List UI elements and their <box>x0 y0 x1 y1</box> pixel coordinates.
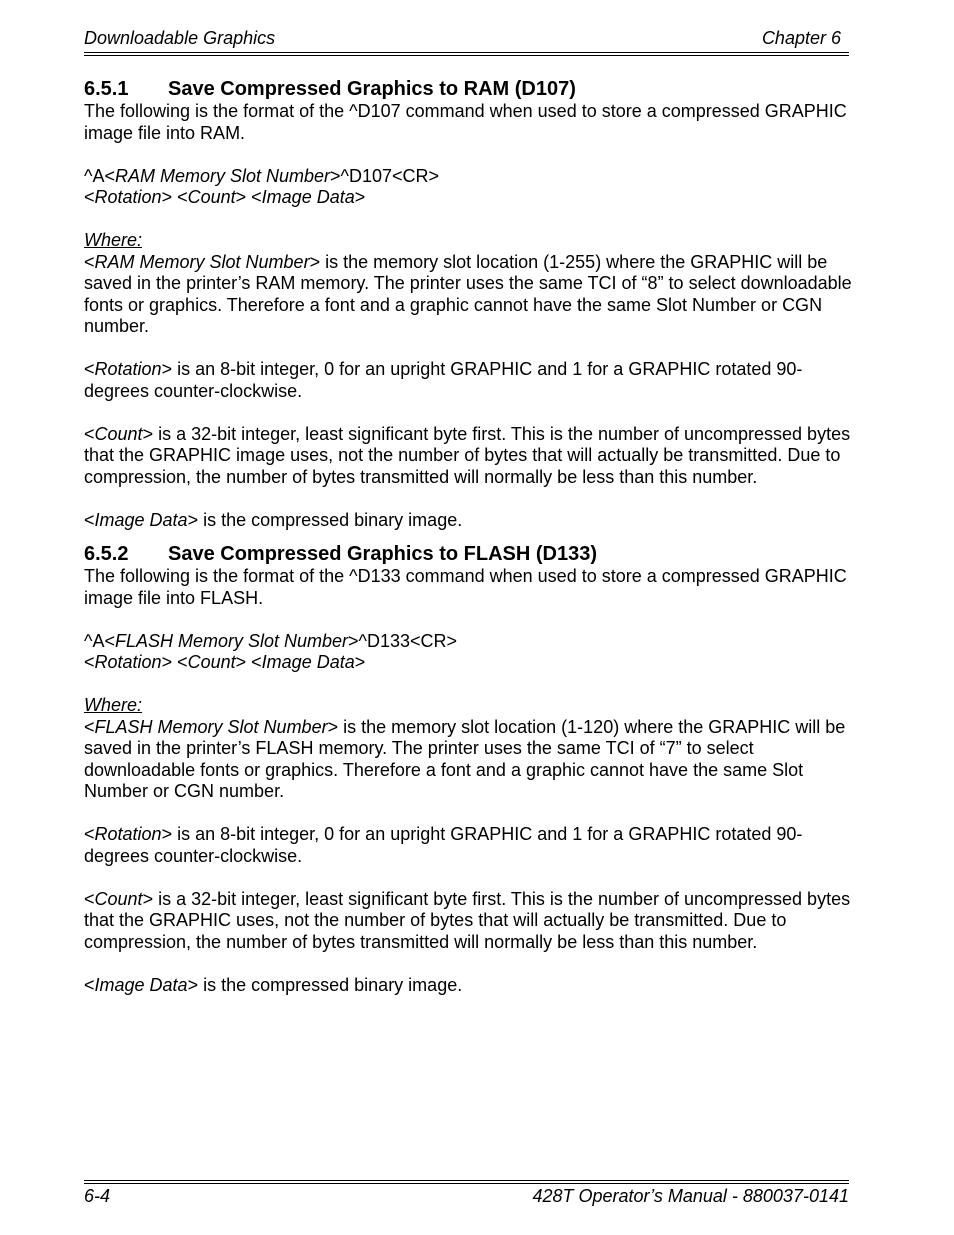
section-number: 6.5.2 <box>84 543 129 565</box>
header-section-title: Downloadable Graphics <box>84 28 276 48</box>
manual-title: 428T Operator’s Manual - 880037-0141 <box>532 1186 849 1206</box>
param-slot: <FLASH Memory Slot Number> is the memory slot location (1-120) where the GRAPHIC will be saved in the printer’s FLASH memory. The printer uses the same TCI of “7” to select downloadable fonts or graphics. Therefore a font and a graphic cannot have the same Slot Number or CGN number. <box>84 716 846 801</box>
param-rotation: <Rotation> is an 8-bit integer, 0 for an upright GRAPHIC and 1 for a GRAPHIC rotated 90-degrees counter-clockwise. <box>84 824 803 866</box>
section-intro: The following is the format of the ^D133 command when used to store a compressed GRAPHIC image file into FLASH. <box>84 566 847 608</box>
param-term: Count <box>94 423 143 444</box>
param-rotation: <Rotation> is an 8-bit integer, 0 for an upright GRAPHIC and 1 for a GRAPHIC rotated 90-degrees counter-clockwise. <box>84 359 803 401</box>
section-title: Save Compressed Graphics to FLASH (D133) <box>168 543 598 565</box>
param-term: Count <box>94 888 143 909</box>
param-count: <Count> is a 32-bit integer, least significant byte first. This is the number of uncompressed bytes that the GRAPHIC uses, not the number of bytes that will actually be transmitted. Due to compression, the number of bytes transmitted will normally be less than this number. <box>84 888 851 952</box>
format-suffix: >^D133<CR> <box>348 630 458 651</box>
command-format: ^A<RAM Memory Slot Number>^D107<CR> <Rotation> <Count> <Image Data> <box>84 165 440 207</box>
where-label: Where: <box>84 230 143 250</box>
param-term: RAM Memory Slot Number <box>94 251 310 272</box>
param-desc: > is an 8-bit integer, 0 for an upright GRAPHIC and 1 for a GRAPHIC rotated 90-degrees counter-clockwise. <box>84 359 803 401</box>
format-prefix: ^A< <box>84 630 115 651</box>
param-slot: <RAM Memory Slot Number> is the memory slot location (1-255) where the GRAPHIC will be saved in the printer’s RAM memory. The printer uses the same TCI of “8” to select downloadable fonts or graphics. Therefore a font and a graphic cannot have the same Slot Number or CGN number. <box>84 251 852 336</box>
header-chapter: Chapter 6 <box>761 28 841 48</box>
format-image-data: Image Data <box>261 652 355 672</box>
format-count: Count <box>187 652 236 672</box>
command-format: ^A<FLASH Memory Slot Number>^D133<CR> <Rotation> <Count> <Image Data> <box>84 630 458 672</box>
param-desc: > is a 32-bit integer, least significant byte first. This is the number of uncompressed bytes that the GRAPHIC uses, not the number of bytes that will actually be transmitted. Due to compression, the number of bytes transmitted will normally be less than this number. <box>84 888 851 952</box>
param-term: Image Data <box>94 509 188 530</box>
format-rotation: Rotation <box>94 187 162 207</box>
param-desc: > is the memory slot location (1-255) where the GRAPHIC will be saved in the printer’s RAM memory. The printer uses the same TCI of “8” to select downloadable fonts or graphics. Therefore a font and a graphic cannot have the same Slot Number or CGN number. <box>84 251 852 336</box>
section-number: 6.5.1 <box>84 78 129 100</box>
format-prefix: ^A< <box>84 165 115 186</box>
param-desc: > is the compressed binary image. <box>187 974 463 995</box>
section-heading-6-5-1 <box>84 78 854 101</box>
format-rotation: Rotation <box>94 652 162 672</box>
page-number: 6-4 <box>84 1186 111 1206</box>
param-desc: > is the memory slot location (1-120) where the GRAPHIC will be saved in the printer’s FLASH memory. The printer uses the same TCI of “7” to select downloadable fonts or graphics. Therefore a font and a graphic cannot have the same Slot Number or CGN number. <box>84 716 846 801</box>
param-image-data: <Image Data> is the compressed binary image. <box>84 974 463 995</box>
section-intro: The following is the format of the ^D107 command when used to store a compressed GRAPHIC image file into RAM. <box>84 101 847 143</box>
param-desc: > is the compressed binary image. <box>187 509 463 530</box>
format-image-data: Image Data <box>261 187 355 207</box>
param-count: <Count> is a 32-bit integer, least significant byte first. This is the number of uncompressed bytes that the GRAPHIC image uses, not the number of bytes that will actually be transmitted. Due to compression, the number of bytes transmitted will normally be less than this number. <box>84 423 851 487</box>
section-title: Save Compressed Graphics to RAM (D107) <box>168 78 576 100</box>
page-footer <box>84 1180 849 1211</box>
page-header <box>84 28 849 53</box>
page-content <box>84 78 854 1018</box>
where-block <box>84 230 854 338</box>
param-term: Rotation <box>94 359 162 379</box>
format-count: Count <box>187 187 236 207</box>
where-label: Where: <box>84 695 143 715</box>
format-slot: FLASH Memory Slot Number <box>114 630 349 651</box>
param-desc: > is an 8-bit integer, 0 for an upright GRAPHIC and 1 for a GRAPHIC rotated 90-degrees counter-clockwise. <box>84 824 803 866</box>
section-heading-6-5-2 <box>84 543 854 566</box>
format-slot: RAM Memory Slot Number <box>114 165 331 186</box>
param-term: Image Data <box>94 974 188 995</box>
format-suffix: >^D107<CR> <box>330 165 440 186</box>
param-term: Rotation <box>94 824 162 844</box>
where-block <box>84 695 854 803</box>
param-desc: > is a 32-bit integer, least significant byte first. This is the number of uncompressed bytes that the GRAPHIC image uses, not the number of bytes that will actually be transmitted. Due to compression, the number of bytes transmitted will normally be less than this number. <box>84 423 851 487</box>
param-term: FLASH Memory Slot Number <box>94 716 328 737</box>
param-image-data: <Image Data> is the compressed binary image. <box>84 509 463 530</box>
